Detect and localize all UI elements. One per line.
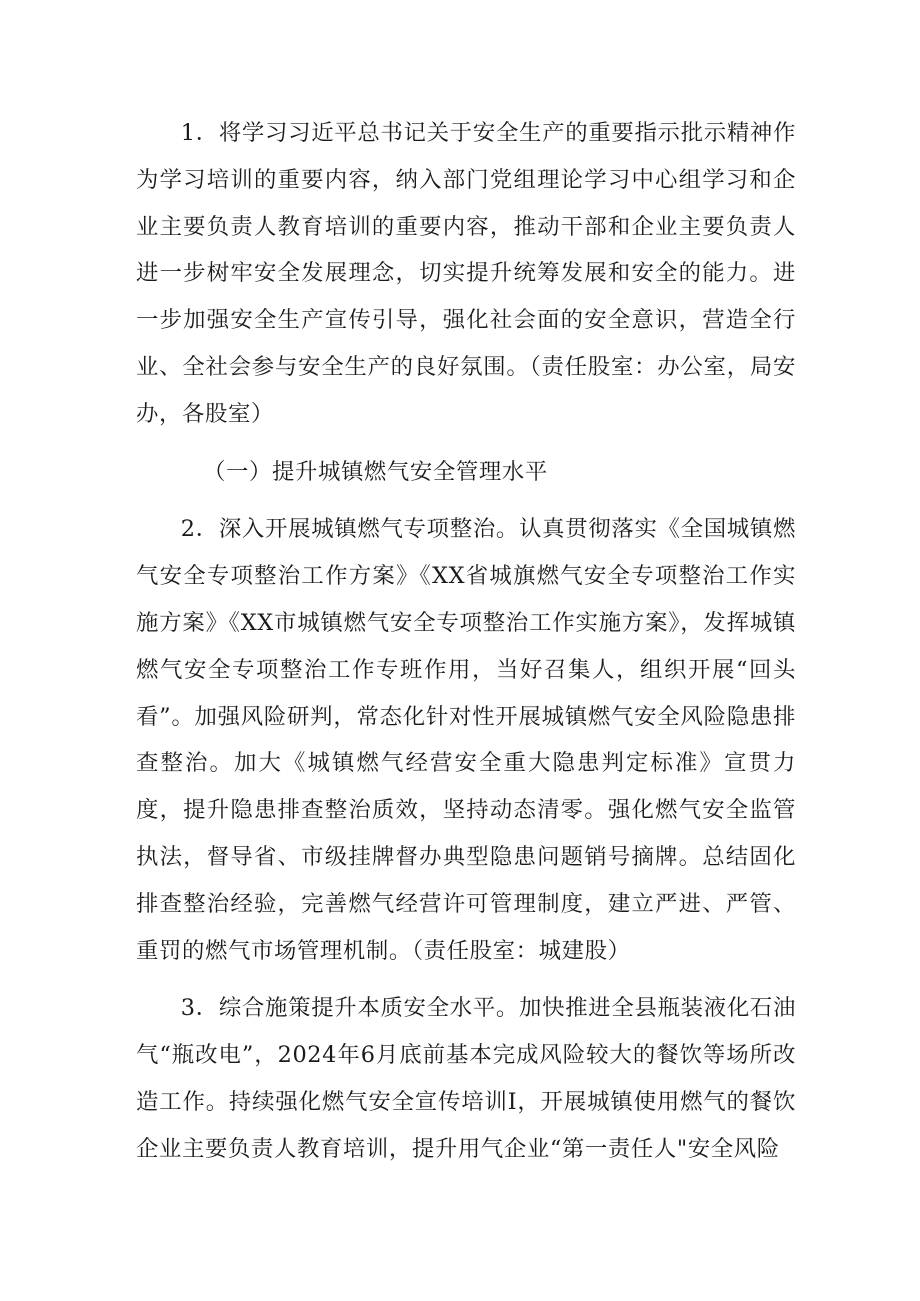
- paragraph-spacer: [136, 974, 796, 985]
- paragraph-spacer: [136, 495, 796, 506]
- paragraph-spacer: [136, 438, 796, 449]
- document-body: [136, 110, 796, 1173]
- paragraph-2: 2．深入开展城镇燃气专项整治。认真贯彻落实《全国城镇燃气安全专项整治工作方案》《XX省城旗燃气安全专项整治工作实施方案》《XX市城镇燃气安全专项整治工作实施方案》，发挥城镇燃气安全专项整治工作专班作用，当好召集人，组织开展“回头看”。加强风险研判，常态化针对性开展城镇燃气安全风险隐患排查整治。加大《城镇燃气经营安全重大隐患判定标准》宣贯力度，提升隐患排查整治质效，坚持动态清零。强化燃气安全监管执法，督导省、市级挂牌督办典型隐患问题销号摘牌。总结固化排查整治经验，完善燃气经营许可管理制度，建立严进、严管、重罚的燃气市场管理机制。（责任股室：城建股）: [136, 516, 796, 964]
- section-heading: （一）提升城镇燃气安全管理水平: [203, 458, 548, 485]
- paragraph-1: 1．将学习习近平总书记关于安全生产的重要指示批示精神作为学习培训的重要内容，纳入部门党组理论学习中心组学习和企业主要负责人教育培训的重要内容，推动干部和企业主要负责人进一步树牢安全发展理念，切实提升统筹发展和安全的能力。进一步加强安全生产宣传引导，强化社会面的安全意识，营造全行业、全社会参与安全生产的良好氛围。（责任股室：办公室，局安办，各股室）: [136, 120, 796, 427]
- paragraph-3: 3．综合施策提升本质安全水平。加快推进全县瓶装液化石油气“瓶改电”，2024年6月底前基本完成风险较大的餐饮等场所改造工作。持续强化燃气安全宣传培训I，开展城镇使用燃气的餐饮企业主要负责人教育培训，提升用气企业“第一责任人"安全风险: [136, 995, 796, 1162]
